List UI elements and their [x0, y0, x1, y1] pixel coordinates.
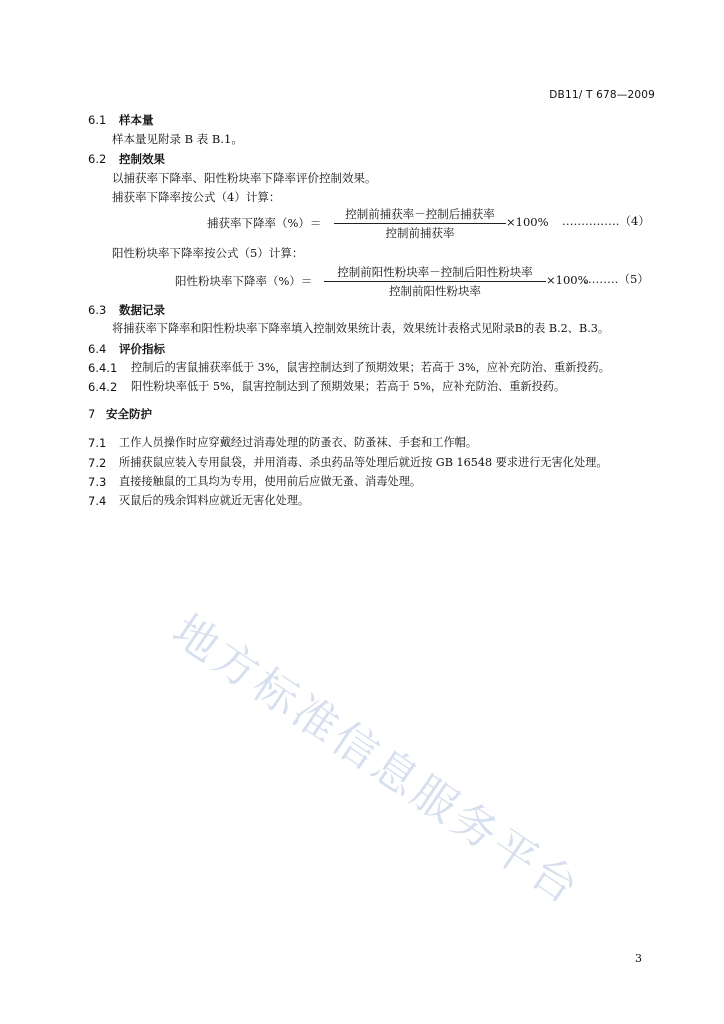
section-number-7: 7 [88, 407, 96, 421]
item-number-6-4-2: 6.4.2 [88, 380, 118, 394]
formula4-intro: 捕获率下降率按公式（4）计算： [112, 190, 281, 204]
item-text-6-4-2: 阳性粉块率低于 5%，鼠害控制达到了预期效果；若高于 5%，应补充防治、重新投药。 [131, 380, 566, 393]
section-title-control-effect: 控制效果 [119, 152, 165, 166]
item-text-7-2: 所捕获鼠应装入专用鼠袋，并用消毒、杀虫药品等处理后就近按 GB 16548 要求进行无害化处理。 [119, 456, 608, 469]
section-title-sample-size: 样本量 [119, 113, 154, 127]
watermark: 地方标准信息服务平台 [163, 605, 590, 916]
formula5-lhs: 阳性粉块率下降率（%）＝ [175, 274, 313, 288]
section-title-safety: 安全防护 [106, 407, 152, 421]
formula4-lhs: 捕获率下降率（%）＝ [207, 216, 322, 230]
formula5-leader: ………（5） [584, 272, 649, 286]
standard-code: DB11/ T 678—2009 [549, 89, 655, 101]
item-text-7-1: 工作人员操作时应穿戴经过消毒处理的防蚤衣、防蚤袜、手套和工作帽。 [119, 436, 478, 449]
formula5-multiplier: ×100% [546, 273, 589, 287]
formula4-denominator: 控制前捕获率 [385, 226, 455, 240]
page-number: 3 [635, 952, 642, 965]
section-title-data-record: 数据记录 [119, 303, 165, 317]
formula5-numerator: 控制前阳性粉块率－控制后阳性粉块率 [324, 264, 546, 282]
sample-size-text: 样本量见附录 B 表 B.1。 [112, 132, 243, 146]
item-number-7-2: 7.2 [88, 456, 107, 470]
formula5-denominator: 控制前阳性粉块率 [389, 284, 481, 298]
section-number-6-2: 6.2 [88, 152, 107, 166]
item-text-6-4-1: 控制后的害鼠捕获率低于 3%，鼠害控制达到了预期效果；若高于 3%，应补充防治、重新投药。 [131, 361, 610, 374]
item-number-7-4: 7.4 [88, 494, 107, 508]
formula4-fraction [334, 206, 506, 241]
section-number-6-4: 6.4 [88, 342, 107, 356]
item-text-7-4: 灭鼠后的残余饵料应就近无害化处理。 [119, 494, 310, 507]
item-number-7-1: 7.1 [88, 436, 107, 450]
section-title-evaluation-index: 评价指标 [119, 342, 165, 356]
formula5-fraction [324, 264, 546, 299]
item-number-7-3: 7.3 [88, 475, 107, 489]
control-effect-text: 以捕获率下降率、阳性粉块率下降率评价控制效果。 [112, 171, 377, 185]
section-number-6-1: 6.1 [88, 113, 107, 127]
formula4-numerator: 控制前捕获率－控制后捕获率 [334, 206, 506, 224]
formula5-intro: 阳性粉块率下降率按公式（5）计算： [112, 246, 304, 260]
formula4-multiplier: ×100% [506, 215, 549, 229]
item-text-7-3: 直接接触鼠的工具均为专用，使用前后应做无蚤、消毒处理。 [119, 475, 422, 488]
item-number-6-4-1: 6.4.1 [88, 361, 118, 375]
formula4-leader: ……………（4） [562, 214, 650, 228]
data-record-text: 将捕获率下降率和阳性粉块率下降率填入控制效果统计表，效果统计表格式见附录B的表 B.2、B.3。 [112, 322, 610, 335]
section-number-6-3: 6.3 [88, 303, 107, 317]
